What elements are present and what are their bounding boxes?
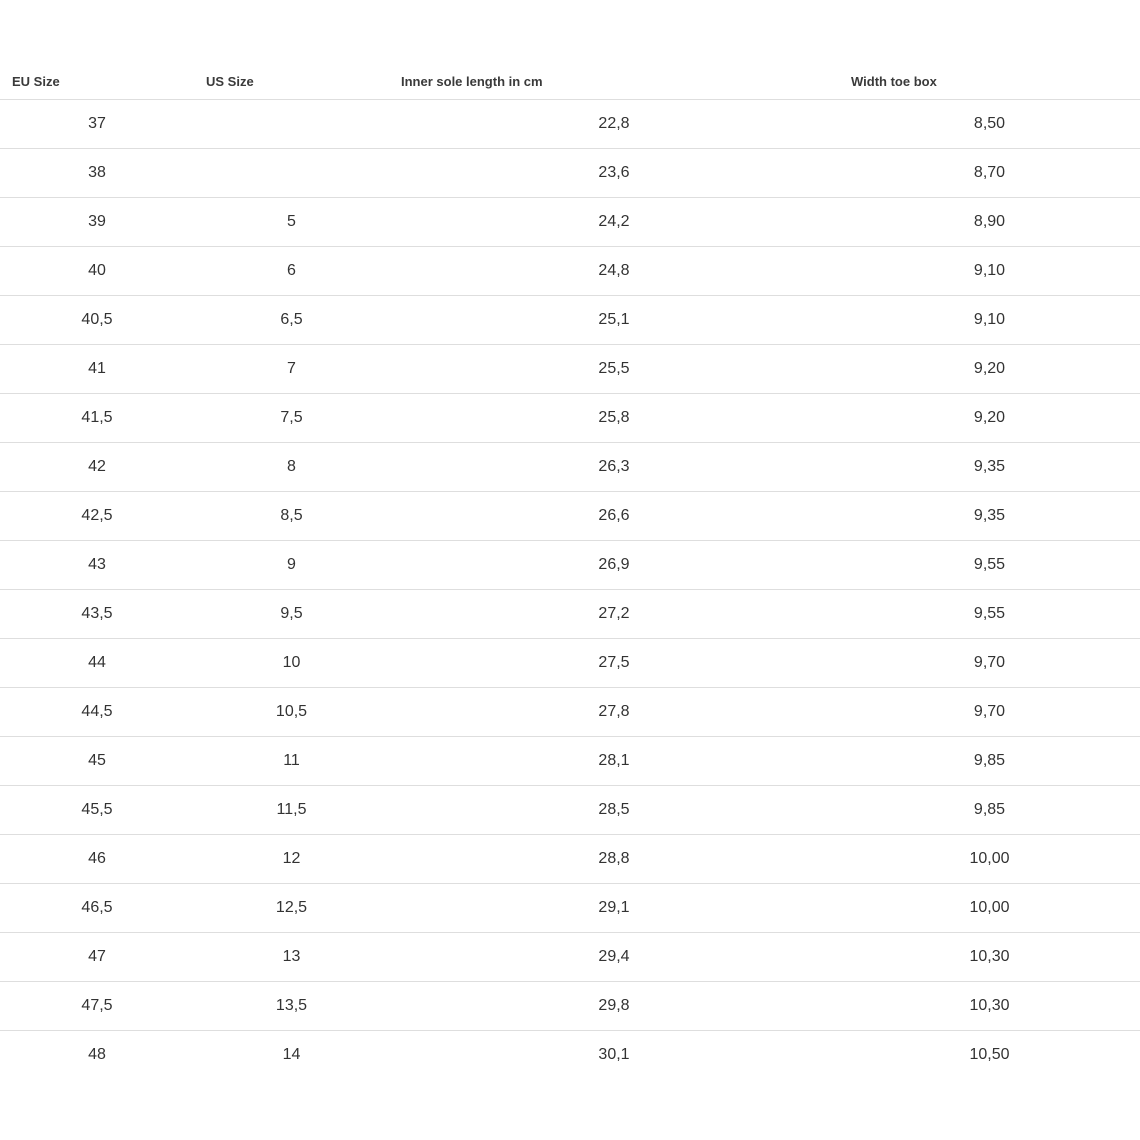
table-row <box>0 786 1140 835</box>
cell-eu-size: 42 <box>0 443 194 492</box>
cell-width-toe-box: 10,00 <box>839 835 1140 884</box>
cell-width-toe-box: 9,70 <box>839 639 1140 688</box>
cell-width-toe-box: 9,20 <box>839 394 1140 443</box>
cell-width-toe-box: 9,85 <box>839 786 1140 835</box>
cell-width-toe-box: 8,90 <box>839 198 1140 247</box>
cell-eu-size: 40,5 <box>0 296 194 345</box>
cell-eu-size: 43,5 <box>0 590 194 639</box>
table-row <box>0 149 1140 198</box>
cell-us-size: 10,5 <box>194 688 389 737</box>
cell-inner-sole-length: 28,5 <box>389 786 839 835</box>
cell-eu-size: 43 <box>0 541 194 590</box>
table-row <box>0 100 1140 149</box>
cell-eu-size: 45,5 <box>0 786 194 835</box>
cell-eu-size: 46 <box>0 835 194 884</box>
table-row <box>0 884 1140 933</box>
cell-width-toe-box: 9,55 <box>839 590 1140 639</box>
cell-inner-sole-length: 24,2 <box>389 198 839 247</box>
cell-us-size: 7,5 <box>194 394 389 443</box>
cell-us-size: 14 <box>282 1046 301 1063</box>
cell-us-size: 7 <box>194 345 389 394</box>
cell-us-size: 11 <box>194 737 389 786</box>
cell-us-size: 8 <box>194 443 389 492</box>
table-row <box>0 1031 1140 1080</box>
cell-inner-sole-length: 30,1 <box>598 1046 630 1063</box>
cell-inner-sole-length: 28,8 <box>389 835 839 884</box>
cell-width-toe-box: 9,85 <box>839 737 1140 786</box>
cell-us-size: 13,5 <box>194 982 389 1031</box>
header-us-size: US Size <box>194 63 389 100</box>
cell-inner-sole-length: 29,8 <box>389 982 839 1031</box>
cell-inner-sole-length: 25,5 <box>389 345 839 394</box>
cell-us-size: 6 <box>194 247 389 296</box>
cell-eu-size: 45 <box>0 737 194 786</box>
cell-inner-sole-length: 24,8 <box>389 247 839 296</box>
cell-us-size <box>194 149 389 198</box>
cell-inner-sole-length: 26,3 <box>389 443 839 492</box>
cell-eu-size: 41,5 <box>0 394 194 443</box>
cell-us-size: 8,5 <box>194 492 389 541</box>
cell-eu-size: 44,5 <box>0 688 194 737</box>
table-row <box>0 835 1140 884</box>
size-table <box>0 63 1140 1079</box>
cell-inner-sole-length: 23,6 <box>389 149 839 198</box>
cell-us-size: 12 <box>194 835 389 884</box>
table-row <box>0 345 1140 394</box>
header-width-toe-box: Width toe box <box>839 63 1140 100</box>
header-eu-size: EU Size <box>0 63 194 100</box>
cell-us-size: 13 <box>194 933 389 982</box>
cell-width-toe-box: 10,30 <box>839 933 1140 982</box>
table-row <box>0 933 1140 982</box>
cell-inner-sole-length: 27,5 <box>389 639 839 688</box>
cell-eu-size: 46,5 <box>0 884 194 933</box>
cell-width-toe-box: 8,70 <box>839 149 1140 198</box>
cell-eu-size: 37 <box>0 100 194 149</box>
cell-eu-size: 38 <box>0 149 194 198</box>
cell-us-size: 11,5 <box>194 786 389 835</box>
table-row <box>0 394 1140 443</box>
cell-inner-sole-length: 29,1 <box>389 884 839 933</box>
cell-eu-size: 40 <box>0 247 194 296</box>
cell-inner-sole-length: 25,8 <box>389 394 839 443</box>
cell-eu-size: 48 <box>88 1046 106 1063</box>
cell-inner-sole-length: 29,4 <box>389 933 839 982</box>
cell-width-toe-box: 9,70 <box>839 688 1140 737</box>
cell-inner-sole-length: 22,8 <box>389 100 839 149</box>
table-row <box>0 443 1140 492</box>
cell-eu-size: 44 <box>0 639 194 688</box>
cell-inner-sole-length: 28,1 <box>389 737 839 786</box>
cell-width-toe-box: 9,10 <box>839 247 1140 296</box>
cell-eu-size: 41 <box>0 345 194 394</box>
header-inner-sole-length: Inner sole length in cm <box>389 63 839 100</box>
size-chart <box>0 63 1140 1079</box>
cell-width-toe-box: 9,55 <box>839 541 1140 590</box>
cell-width-toe-box: 10,30 <box>839 982 1140 1031</box>
cell-eu-size: 42,5 <box>0 492 194 541</box>
cell-width-toe-box: 10,00 <box>839 884 1140 933</box>
table-row <box>0 639 1140 688</box>
cell-us-size: 6,5 <box>194 296 389 345</box>
cell-inner-sole-length: 26,6 <box>389 492 839 541</box>
table-body <box>0 100 1140 1080</box>
table-row <box>0 247 1140 296</box>
cell-width-toe-box: 9,35 <box>839 492 1140 541</box>
cell-width-toe-box: 9,20 <box>839 345 1140 394</box>
table-row <box>0 492 1140 541</box>
cell-inner-sole-length: 26,9 <box>389 541 839 590</box>
cell-eu-size: 39 <box>0 198 194 247</box>
cell-width-toe-box: 8,50 <box>839 100 1140 149</box>
cell-width-toe-box: 10,50 <box>969 1046 1010 1063</box>
table-row <box>0 198 1140 247</box>
table-row <box>0 590 1140 639</box>
table-row <box>0 982 1140 1031</box>
table-row <box>0 688 1140 737</box>
table-header <box>0 63 1140 100</box>
cell-inner-sole-length: 27,8 <box>389 688 839 737</box>
cell-width-toe-box: 9,10 <box>839 296 1140 345</box>
cell-us-size: 9 <box>194 541 389 590</box>
header-row <box>0 63 1140 100</box>
table-row <box>0 541 1140 590</box>
cell-width-toe-box: 9,35 <box>839 443 1140 492</box>
cell-inner-sole-length: 25,1 <box>389 296 839 345</box>
cell-eu-size: 47 <box>0 933 194 982</box>
cell-us-size: 5 <box>194 198 389 247</box>
cell-us-size <box>194 100 389 149</box>
cell-us-size: 9,5 <box>194 590 389 639</box>
table-row <box>0 737 1140 786</box>
cell-us-size: 10 <box>194 639 389 688</box>
cell-eu-size: 47,5 <box>0 982 194 1031</box>
cell-inner-sole-length: 27,2 <box>389 590 839 639</box>
table-row <box>0 296 1140 345</box>
cell-us-size: 12,5 <box>194 884 389 933</box>
